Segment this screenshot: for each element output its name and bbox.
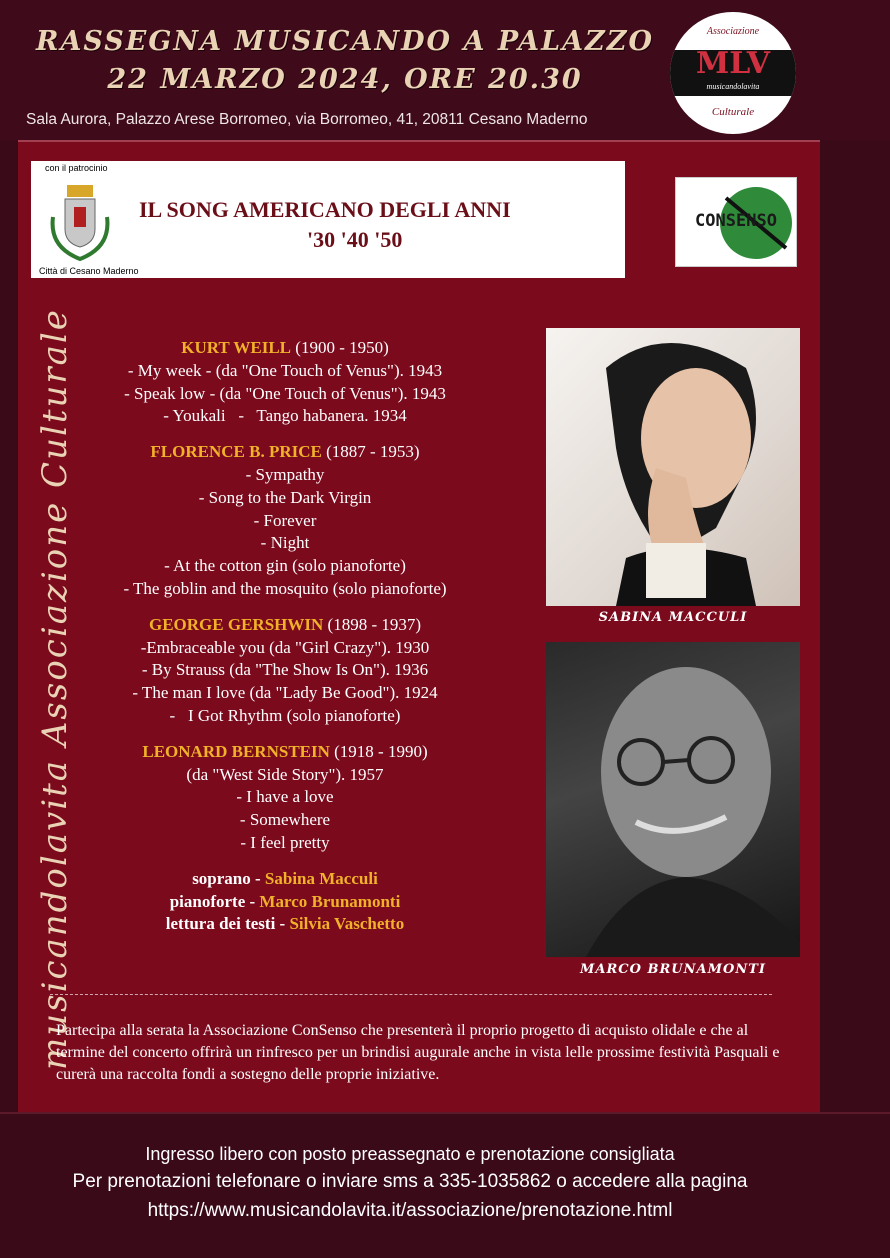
program-item: -Embraceable you (da "Girl Crazy"). 1930 [140, 637, 430, 657]
cast-role: pianoforte - [169, 891, 260, 911]
pianist-photo [546, 642, 800, 957]
section-divider [50, 994, 772, 995]
side-vertical-text: musicandolavita Associazione Culturale [35, 308, 75, 1070]
program-item: - Sympathy [245, 464, 325, 484]
program-item: - I have a love [236, 787, 334, 807]
program-item: - The man I love (da "Lady Be Good"). 1924 [132, 683, 438, 703]
soprano-caption: SABINA MACCULI [598, 610, 748, 625]
patronage-label: con il patrocinio [45, 163, 108, 173]
cast-list [60, 868, 510, 936]
footer-entry-info: Ingresso libero con posto preassegnato e prenotazione consigliata [145, 1144, 675, 1164]
program-item: - I feel pretty [240, 832, 330, 852]
program-item: - By Strauss (da "The Show Is On"). 1936 [141, 660, 429, 680]
program-item: - The goblin and the mosquito (solo pianoforte) [123, 578, 447, 598]
cast-role: lettura dei testi - [165, 914, 290, 934]
composer-name: KURT WEILL [181, 338, 292, 357]
program-item: - Youkali - Tango habanera. 1934 [163, 406, 407, 426]
consenso-wordmark: CONSENSO [695, 211, 777, 231]
city-label: Città di Cesano Maderno [39, 266, 139, 276]
logo-culturale: Culturale [711, 106, 755, 118]
program-list [60, 337, 510, 936]
composer-dates: (1898 - 1937) [323, 614, 422, 634]
pianist-caption: MARCO BRUNAMONTI [580, 962, 766, 977]
patronage-banner [31, 161, 625, 278]
event-venue: Sala Aurora, Palazzo Arese Borromeo, via Borromeo, 41, 20811 Cesano Maderno [26, 111, 588, 128]
event-date: 22 MARZO 2024, ORE 20.30 [107, 64, 583, 95]
mlv-logo [670, 12, 796, 134]
program-item: - Somewhere [239, 810, 331, 830]
logo-letters: MLV [695, 46, 771, 81]
program-item: - Forever [253, 510, 317, 530]
program-item: - Song to the Dark Virgin [198, 487, 372, 507]
city-crest-icon [45, 177, 115, 263]
consenso-note: Partecipa alla serata la Associazione ConSenso che presenterà il proprio progetto di acquisto olidale e che al termine del concerto offrirà un rinfresco per un brindisi augurale anche in vista lelle prossime festività Pasquali e curerà una raccolta fondi a sostegno delle proprie iniziative. [56, 1022, 780, 1083]
composer-name: FLORENCE B. PRICE [150, 442, 322, 462]
program-block-gershwin [60, 614, 510, 728]
program-block-weill [60, 337, 510, 428]
cast-name: Marco Brunamonti [259, 891, 401, 911]
cast-role: soprano - [192, 868, 265, 888]
composer-dates: (1900 - 1950) [291, 338, 389, 357]
program-item: - At the cotton gin (solo pianoforte) [164, 556, 406, 576]
program-block-bernstein [60, 741, 510, 855]
program-item: - My week - (da "One Touch of Venus"). 1943 [127, 360, 443, 380]
soprano-photo [546, 328, 800, 606]
composer-dates: (1918 - 1990) [329, 741, 428, 761]
soprano-portrait-icon [546, 328, 800, 606]
cast-name: Silvia Vaschetto [289, 914, 405, 934]
composer-name: GEORGE GERSHWIN [148, 614, 324, 634]
concert-title: IL SONG AMERICANO DEGLI ANNI [139, 197, 511, 222]
program-item: - Speak low - (da "One Touch of Venus"). 1943 [124, 383, 446, 403]
consenso-logo [675, 177, 797, 267]
logo-sub: musicandolavita [706, 82, 760, 91]
program-item: - I Got Rhythm (solo pianoforte) [169, 705, 401, 725]
side-band [820, 140, 890, 1112]
logo-associazione: Associazione [706, 26, 760, 37]
concert-years: '30 '40 '50 [307, 227, 403, 252]
composer-dates: (1887 - 1953) [321, 442, 420, 462]
cast-name: Sabina Macculi [264, 868, 378, 888]
program-block-price [60, 441, 510, 601]
pianist-portrait-icon [546, 642, 800, 957]
composer-name: LEONARD BERNSTEIN [142, 741, 330, 761]
footer-booking-info: Per prenotazioni telefonare o inviare sms a 335-1035862 o accedere alla pagina [72, 1171, 748, 1192]
footer-booking-link[interactable]: https://www.musicandolavita.it/associazione/prenotazione.html [147, 1200, 673, 1221]
program-item: - Night [260, 533, 310, 553]
event-title: RASSEGNA MUSICANDO A PALAZZO [36, 26, 654, 57]
program-item: (da "West Side Story"). 1957 [186, 764, 384, 784]
